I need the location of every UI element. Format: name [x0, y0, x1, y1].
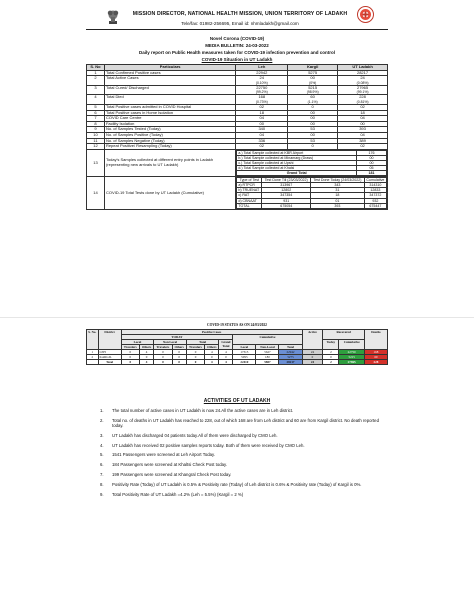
percent-leh: (0.73%) [255, 99, 268, 104]
entry-points-cell [236, 149, 388, 176]
value-leh: 00 [259, 120, 264, 126]
test-type: a) RTPCR [237, 183, 262, 188]
status-sno: 2 [87, 355, 99, 360]
t2-rec-cumulative: Cumulative [339, 340, 364, 350]
test-till: 313967 [262, 183, 310, 188]
percent-kargil: (98.9%) [306, 90, 319, 95]
status-today-value: 0 [205, 355, 219, 360]
table-row-entry-points [87, 149, 388, 176]
t2-col-recovered: Recovered [323, 330, 365, 340]
header-title: MISSION DIRECTOR, NATIONAL HEALTH MISSION, UNION TERRITORY OF LADAKH [132, 11, 348, 17]
value-kargil: 5215 [308, 84, 318, 90]
row-number: 8 [87, 121, 105, 127]
status-today-value: 4 [205, 350, 219, 355]
status-cum-value: 180 [256, 355, 279, 360]
grand-total-value: 181 [357, 171, 387, 176]
t2-h-others: Others [205, 345, 219, 350]
test-till: 12802 [262, 188, 310, 193]
nhm-seal-icon [357, 6, 374, 23]
status-cum-value: 17315 [233, 350, 256, 355]
status-today-value: 0 [172, 360, 186, 365]
tests-header: Test Done Till (23/03/2022) [262, 178, 310, 183]
value-ut: 18 [360, 109, 365, 115]
status-cum-value: 28217 [279, 360, 302, 365]
status-rec-today: 2 [323, 350, 339, 355]
status-today-value: 4 [219, 360, 233, 365]
test-type: d) CBNAAT [237, 198, 262, 203]
t2-local: Local [121, 340, 154, 345]
activity-text: 199 Passengers were screened at Khangral Check Post today. [112, 471, 232, 477]
activity-number: 7. [100, 471, 104, 477]
row-particulars: Total Positive cases in Home Isolation [104, 110, 235, 116]
value-ut: 28217 [356, 69, 369, 75]
value-kargil: 00 [310, 109, 315, 115]
row-number: 4 [87, 95, 105, 105]
value-leh: 22942 [256, 69, 268, 75]
row-particulars: COVID Care Centre [104, 116, 235, 122]
status-rec-cum: 27965 [339, 360, 364, 365]
test-cumulative: 314310 [364, 183, 386, 188]
row-number: 13 [87, 149, 105, 176]
activity-point [100, 433, 390, 438]
status-cum-value: 22942 [279, 350, 302, 355]
value-ut: 393 [359, 126, 366, 132]
status-today-value: 0 [219, 355, 233, 360]
status-today-value: 0 [121, 360, 139, 365]
status-today-value: 4 [139, 350, 153, 355]
t2-rec-today: Today [323, 340, 339, 350]
status-today-value: 0 [121, 350, 139, 355]
t2-cumulative: Cumulative [233, 335, 302, 345]
row-number: 3 [87, 85, 105, 95]
status-today-value: 0 [121, 355, 139, 360]
row-number: 7 [87, 116, 105, 122]
activity-number: 4. [100, 442, 104, 448]
entry-point-label: c.) Total Sample collected at Upshi [237, 160, 357, 165]
test-today: 31 [310, 188, 364, 193]
row-particulars: No. of Samples Positive (Today) [104, 132, 235, 138]
t2-col-deaths: Deaths [364, 330, 387, 350]
entry-point-value: 00 [357, 155, 387, 160]
value-kargil: 53 [310, 137, 315, 143]
value-ut: 04 [360, 131, 365, 137]
row-number: 5 [87, 104, 105, 110]
status-rec-today: 0 [323, 355, 339, 360]
value-kargil: 0 [311, 103, 314, 109]
row-number: 11 [87, 138, 105, 144]
activities-title: ACTIVITIES OF UT LADAKH [203, 398, 271, 404]
cell-leh [236, 76, 288, 86]
status-today-value: 4 [139, 360, 153, 365]
value-kargil: 0 [311, 143, 314, 149]
activity-number: 8. [100, 481, 104, 487]
status-today-value: 0 [186, 355, 204, 360]
tests-header: Cumulative [364, 178, 386, 183]
value-leh: 02 [259, 103, 264, 109]
status-deaths: 228 [364, 360, 387, 365]
entry-point-label: b.) Total Sample collected at Minamarg (Drass) [237, 155, 357, 160]
entry-point-label: a.) Total Sample collected at KBR Airport [237, 150, 357, 155]
status-cum-value: 5627 [256, 350, 279, 355]
value-leh: 168 [258, 94, 266, 100]
row-particulars: Repeat Positive/ Resampling (Today) [104, 144, 235, 150]
activity-number: 3. [100, 432, 104, 438]
percent-ut: (0.81%) [356, 99, 369, 104]
value-leh: 336 [258, 137, 266, 143]
status-deaths: 60 [364, 355, 387, 360]
activity-text: The total number of active cases in UT Ladakh is now 24.All the active cases are in Leh district. [112, 408, 294, 413]
activities-list [100, 408, 390, 501]
test-cumulative: 932 [364, 198, 386, 203]
media-bulletin-date: MEDIA BULLETIN: 24-03-2022 [205, 43, 269, 48]
status-active: 24 [302, 350, 323, 355]
t2-grand-total: Grand Total [219, 340, 233, 350]
test-today: 18 [310, 193, 364, 198]
value-kargil: 5275 [308, 69, 318, 75]
col-kargil: Kargil [288, 65, 338, 71]
table-row [87, 85, 388, 95]
t2-h-cum-local: Local [233, 345, 256, 350]
value-leh: 24 [259, 75, 264, 81]
t2-h-cum-total: Total [279, 345, 302, 350]
row-particulars: Total Active Cases [104, 76, 235, 86]
value-kargil: 00 [310, 75, 315, 81]
entry-point-value: 05 [357, 166, 387, 171]
entry-point-label: d.) Total Sample collected at Khalsi [237, 166, 357, 171]
value-ut: 02 [360, 103, 365, 109]
percent-leh: (99.2%) [255, 90, 268, 95]
national-emblem-icon [106, 7, 120, 25]
grand-total-row [237, 171, 387, 176]
activity-text: Total no. of deaths in UT Ladakh has reached to 228, out of which 168 are from Leh district and 60 are from Kargil district. No death reported today. [112, 417, 379, 428]
tests-header: Test Done Today (24/03/2022) [310, 178, 364, 183]
header-contact: Tele/fax: 01982-256695, Email id: nhmladakh@gmail.com [181, 21, 299, 26]
tests-header: Type of Test [237, 178, 262, 183]
activity-number: 6. [100, 462, 104, 468]
page-break [0, 317, 474, 318]
t2-positive-cases: Positive Cases [121, 330, 302, 335]
col-particulars: Particulars [104, 65, 235, 71]
covid-situation-table [86, 64, 388, 210]
test-cumulative: 347372 [364, 193, 386, 198]
t2-h-travelers: Travelers [121, 345, 139, 350]
test-today: 343 [310, 183, 364, 188]
status-table-title: COVID-19 STATUS AS ON 24/03/2022 [207, 323, 267, 327]
status-today-value: 0 [186, 350, 204, 355]
header-rule [86, 29, 388, 30]
status-today-value: 0 [172, 355, 186, 360]
status-rec-cum: 5215 [339, 355, 364, 360]
t2-col-active: Active [302, 330, 323, 350]
row-particulars: Total Cured/ Discharged [104, 85, 235, 95]
t2-col-sno: S. No. [87, 330, 99, 350]
activity-number: 1. [100, 408, 104, 413]
test-cumulative: 675447 [364, 203, 386, 208]
row-number: 12 [87, 144, 105, 150]
status-cum-value: 22410 [233, 360, 256, 365]
t2-h-others: Others [172, 345, 186, 350]
t2-col-district: District [98, 330, 121, 350]
status-today-value: 4 [205, 360, 219, 365]
t2-h-travelers: Travelers [154, 345, 172, 350]
activity-point [100, 418, 390, 428]
status-today-value: 0 [154, 355, 172, 360]
table-row-total-tests [87, 177, 388, 210]
status-today-value: 0 [139, 355, 153, 360]
activity-text: UT Ladakh has discharged 04 patients today.All of them were discharged by CMO Leh. [112, 432, 278, 438]
test-cumulative: 12833 [364, 188, 386, 193]
value-kargil: 00 [310, 131, 315, 137]
status-cum-value: 5807 [256, 360, 279, 365]
row-particulars: Total Confirmed Positive cases [104, 70, 235, 76]
activity-text: Total Positivity Rate of UT Ladakh =4.2% (Leh = 5.5%) (Kargil = 2 %) [112, 491, 244, 497]
value-kargil: 00 [310, 115, 315, 121]
row-number: 14 [87, 177, 105, 210]
col-ut-ladakh: UT Ladakh [338, 65, 388, 71]
grand-total-label: Grand Total [237, 171, 357, 176]
status-cum-value: 5275 [279, 355, 302, 360]
row-particulars: Total Positive cases admitted in COVID Hospital [104, 104, 235, 110]
value-leh: 340 [258, 126, 266, 132]
daily-report-title: Daily report on Public Health measures taken for COVID-19 infection prevention and control [138, 50, 336, 55]
status-district: Total [98, 360, 121, 365]
value-kargil: 00 [310, 120, 315, 126]
row-number: 9 [87, 127, 105, 133]
value-leh: 22750 [256, 84, 268, 90]
value-ut: 27965 [356, 84, 369, 90]
total-tests-cell [236, 177, 388, 210]
test-type-row [237, 203, 387, 208]
value-leh: 02 [259, 143, 264, 149]
table-row [87, 76, 388, 86]
status-rec-cum: 22750 [339, 350, 364, 355]
status-sno: 1 [87, 350, 99, 355]
cell-kargil [288, 76, 338, 86]
t2-h-cum-nonlocal: Non-Local [256, 345, 279, 350]
activity-number: 9. [100, 491, 104, 497]
activity-text: UT Ladakh has received 02 positive samples reports today. Both of them were received by CMO Leh. [112, 442, 305, 448]
status-today-value: 0 [154, 350, 172, 355]
percent-leh: (0.10%) [255, 80, 268, 85]
test-type: TOTAL [237, 203, 262, 208]
value-kargil: 53 [310, 126, 315, 132]
test-today: 393 [310, 203, 364, 208]
activity-text: Positivity Rate (Today) of UT Ladakh is 0.5% & Positivity rate (Today) of Leh district is 0.6% & Positivity rate (Today) of Kargil is 0%. [112, 481, 362, 487]
test-type: c) RAT [237, 193, 262, 198]
status-row [87, 360, 388, 365]
status-sno [87, 360, 99, 365]
activity-point [100, 408, 390, 413]
activity-point [100, 443, 390, 448]
t2-today: TODAY [121, 335, 233, 340]
activity-number: 2. [100, 417, 104, 423]
percent-ut: (99.1%) [356, 90, 369, 95]
activity-point [100, 482, 390, 487]
t2-total: Total [186, 340, 219, 345]
test-type: b) TRUENAT [237, 188, 262, 193]
row-particulars: No. of Samples Negative (Today) [104, 138, 235, 144]
value-ut: 00 [360, 120, 365, 126]
percent-ut: (0.08%) [356, 80, 369, 85]
status-district: KARGIL [98, 355, 121, 360]
value-ut: 04 [360, 115, 365, 121]
activity-point [100, 472, 390, 477]
entry-point-value: 00 [357, 160, 387, 165]
activity-point [100, 452, 390, 457]
value-leh: 04 [259, 131, 264, 137]
t2-nonlocal: Non Local [154, 340, 187, 345]
col-leh: Leh [236, 65, 288, 71]
entry-point-value: 176 [357, 150, 387, 155]
activity-text: 1541 Passengers were screened at Leh Airport Today. [112, 452, 216, 458]
status-district: LEH [98, 350, 121, 355]
value-leh: 18 [259, 109, 264, 115]
novel-corona-label: Novel Corona (COVID-19) [209, 36, 265, 41]
value-kargil: 60 [310, 94, 315, 100]
value-ut: 228 [359, 94, 366, 100]
row-number: 1 [87, 70, 105, 76]
value-ut: 389 [359, 137, 366, 143]
row-particulars: Today's Samples collected at different entry points in Ladakh (representing new arrivals to UT Ladakh) [104, 149, 235, 176]
status-active: 24 [302, 360, 323, 365]
status-cum-value: 5095 [233, 355, 256, 360]
value-ut: 24 [360, 75, 365, 81]
activity-point [100, 492, 390, 497]
test-till: 347354 [262, 193, 310, 198]
cell-ut [338, 76, 388, 86]
test-today: 01 [310, 198, 364, 203]
percent-kargil: (0%) [309, 80, 317, 85]
row-number: 10 [87, 132, 105, 138]
status-deaths: 168 [364, 350, 387, 355]
col-sno: S. No [87, 65, 105, 71]
percent-kargil: (1.1%) [307, 99, 318, 104]
row-particulars: COVID-19 Total Tests done by UT Ladakh (Cumulative) [104, 177, 235, 210]
covid-status-table [86, 329, 388, 365]
value-ut: 02 [360, 143, 365, 149]
row-particulars: Total Died [104, 95, 235, 105]
row-number: 2 [87, 76, 105, 86]
t2-h-travelers: Travelers [186, 345, 204, 350]
situation-title: COVID-19 Situation in UT Ladakh [201, 57, 273, 62]
row-particulars: No. of Samples Tested (Today) [104, 127, 235, 133]
t2-h-others: Others [139, 345, 153, 350]
status-today-value: 0 [154, 360, 172, 365]
status-rec-today: 2 [323, 360, 339, 365]
value-leh: 04 [259, 115, 264, 121]
activity-text: 184 Passengers were screened at Khaltsi Check Post today. [112, 462, 228, 468]
row-particulars: Facility Isolation [104, 121, 235, 127]
activity-number: 5. [100, 452, 104, 458]
status-today-value: 0 [172, 350, 186, 355]
test-till: 675054 [262, 203, 310, 208]
test-till: 931 [262, 198, 310, 203]
status-active: 0 [302, 355, 323, 360]
status-today-value: 0 [186, 360, 204, 365]
status-today-value: 4 [219, 350, 233, 355]
activity-point [100, 462, 390, 467]
row-number: 6 [87, 110, 105, 116]
